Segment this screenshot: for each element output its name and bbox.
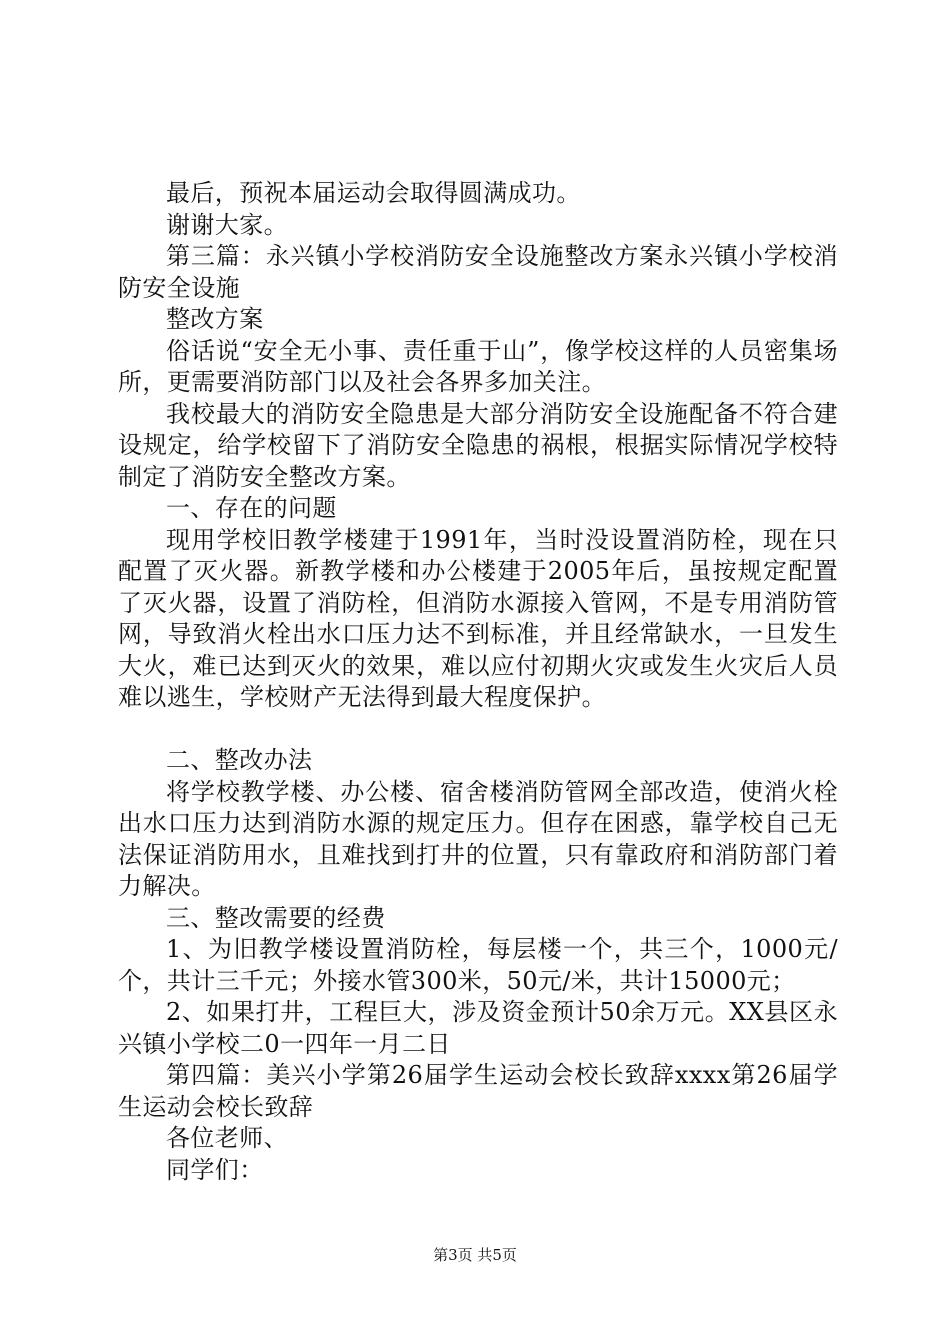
paragraph-rectification-detail: 将学校教学楼、办公楼、宿舍楼消防管网全部改造，使消火栓出水口压力达到消防水源的规定压力。但存在困惑，靠学校自己无法保证消防用水，且难找到打井的位置，只有靠政府和消防部门着力解决。	[118, 777, 838, 900]
salutation-teachers: 各位老师、	[166, 1124, 288, 1152]
paragraph-funds-item-1: 1、为旧教学楼设置消防栓，每层楼一个，共三个，1000元/个，共计三千元；外接水管300米，50元/米，共计15000元；	[118, 935, 838, 995]
page-number-footer: 第3页 共5页	[433, 1246, 517, 1264]
section-subtitle-plan: 整改方案	[166, 305, 264, 333]
salutation-students: 同学们：	[166, 1155, 264, 1184]
heading-rectification-method: 二、整改办法	[166, 746, 313, 774]
paragraph-thanks: 谢谢大家。	[166, 210, 288, 239]
document-body	[118, 178, 838, 1186]
heading-required-funds: 三、整改需要的经费	[166, 903, 386, 932]
paragraph-saying: 俗话说“安全无小事、责任重于山”，像学校这样的人员密集场所，更需要消防部门以及社会各界多加关注。	[118, 336, 838, 396]
section-title-part-four: 第四篇：美兴小学第26届学生运动会校长致辞xxxx第26届学生运动会校长致辞	[118, 1061, 838, 1121]
paragraph-problems-detail: 现用学校旧教学楼建于1991年，当时没设置消防栓，现在只配置了灭火器。新教学楼和办公楼建于2005年后，虽按规定配置了灭火器，设置了消防栓，但消防水源接入管网，不是专用消防管网，导致消火栓出水口压力达不到标准，并且经常缺水，一旦发生大火，难已达到灭火的效果，难以应付初期火灾或发生火灾后人员难以逃生，学校财产无法得到最大程度保护。	[118, 525, 838, 711]
paragraph-hazard: 我校最大的消防安全隐患是大部分消防安全设施配备不符合建设规定，给学校留下了消防安全隐患的祸根，根据实际情况学校特制定了消防安全整改方案。	[118, 399, 838, 491]
paragraph-closing-wish: 最后，预祝本届运动会取得圆满成功。	[166, 179, 581, 207]
paragraph-spacer	[118, 714, 838, 746]
section-title-part-three: 第三篇：永兴镇小学校消防安全设施整改方案永兴镇小学校消防安全设施	[118, 242, 838, 302]
heading-existing-problems: 一、存在的问题	[166, 494, 337, 522]
paragraph-funds-item-2: 2、如果打井，工程巨大，涉及资金预计50余万元。XX县区永兴镇小学校二0一四年一月二日	[118, 998, 838, 1058]
